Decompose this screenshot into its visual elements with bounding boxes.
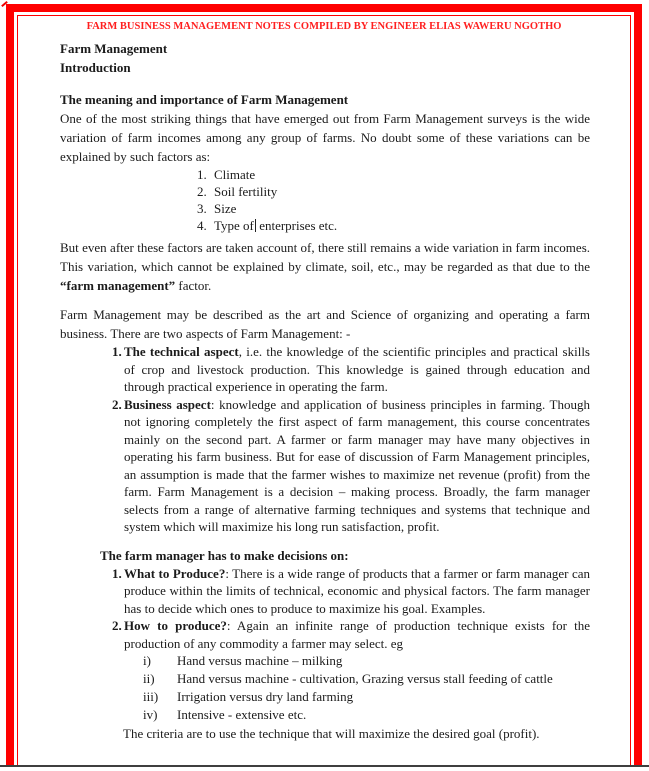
list-text: Soil fertility — [214, 184, 278, 199]
document-content — [60, 39, 590, 743]
paragraph-variation — [60, 238, 590, 295]
list-marker: 4. — [197, 218, 207, 233]
list-text: Size — [214, 201, 237, 216]
aspect-rest: : knowledge and application of business principles in farming. Though not ignoring completely the first aspect of farm management, this course concentrates mainly on the second part. A farmer or farm manager may have many objectives in operating his farm business. But for ease of discussion of Farm Management principles, an assumption is made that the farmer wishes to maximize net revenue (profit) from the farm. Farm Management is a decision – making process. Broadly, the farm manager selects from a range of alternative farming techniques and systems that technique and system which will maximize his long run satisfaction, profit. — [124, 396, 590, 534]
list-text: Hand versus machine - cultivation, Grazing versus stall feeding of cattle — [177, 671, 553, 686]
list-marker: 1. — [112, 344, 122, 359]
list-text: Intensive - extensive etc. — [177, 707, 307, 722]
decision-lead: What to Produce? — [124, 565, 226, 581]
aspect-rest: , i.e. the knowledge of the scientific principles and practical skills of crop and livestock production. This knowledge is gained through education and through practical experience in operating the farm. — [124, 344, 590, 394]
doc-subtitle: Introduction — [60, 60, 131, 75]
list-item-type-of-enterprises — [197, 217, 590, 234]
variation-text-before: But even after these factors are taken account of, there still remains a wide variation in farm incomes. This variation, which cannot be explained by climate, soil, etc., may be regarded as that due to the — [60, 240, 590, 274]
list-text — [124, 565, 590, 618]
list-marker: i) — [143, 653, 151, 668]
list-text: Hand versus machine – milking — [177, 653, 343, 668]
section-heading-meaning: The meaning and importance of Farm Management — [60, 92, 349, 107]
list-item-technical-aspect — [112, 343, 590, 396]
list-marker: 1. — [112, 565, 122, 581]
aspect-lead: The technical aspect — [124, 344, 239, 359]
list-marker: 2. — [112, 396, 122, 412]
list-text: Irrigation versus dry land farming — [177, 689, 354, 704]
variation-bold-phrase: “farm management” — [60, 278, 176, 293]
variation-text-after: factor. — [175, 278, 212, 293]
paragraph-criteria: The criteria are to use the technique that will maximize the desired goal (profit). — [123, 726, 540, 741]
list-item-climate — [197, 166, 590, 183]
list-item-milking — [143, 652, 590, 670]
paragraph-surveys: One of the most striking things that have emerged out from Farm Management surveys is the wide variation of farm incomes among any group of farms. No doubt some of these variations can be explained by such factors as: — [60, 111, 590, 164]
decision-rest: : Again an infinite range of production technique exists for the production of any commodity a farmer may select. eg — [124, 618, 590, 651]
list-text: Climate — [214, 167, 256, 182]
doc-title: Farm Management — [60, 41, 168, 56]
text-after-cursor: enterprises etc. — [259, 218, 338, 233]
list-item-what-to-produce — [112, 565, 590, 618]
text-before-cursor: Type of — [214, 218, 254, 233]
list-item-size — [197, 200, 590, 217]
list-marker: 2. — [112, 618, 122, 633]
list-marker: 3. — [197, 201, 207, 216]
title-block — [60, 39, 590, 77]
aspects-list — [112, 343, 590, 536]
list-text — [124, 617, 590, 652]
text-cursor — [255, 219, 256, 232]
list-marker: 2. — [197, 184, 207, 199]
document-page[interactable] — [19, 17, 629, 769]
list-marker: iii) — [143, 689, 159, 704]
list-item-how-to-produce — [112, 617, 590, 652]
list-text — [124, 343, 590, 396]
document-header-banner: FARM BUSINESS MANAGEMENT NOTES COMPILED BY ENGINEER ELIAS WAWERU NGOTHO — [86, 21, 562, 32]
list-item-soil-fertility — [197, 183, 590, 200]
decisions-list — [112, 565, 590, 653]
techniques-list — [143, 652, 590, 724]
aspect-lead: Business aspect — [124, 396, 211, 412]
list-item-cultivation — [143, 670, 590, 688]
list-marker: iv) — [143, 707, 158, 722]
list-item-business-aspect — [112, 396, 590, 536]
list-text — [214, 217, 590, 234]
decision-rest: : There is a wide range of products that a farmer or farm manager can produce within the limits of technical, economic and physical factors. The farm manager has to decide which ones to produce to maximize his goal. Examples. — [124, 565, 590, 616]
list-marker: ii) — [143, 671, 155, 686]
list-item-intensive — [143, 706, 590, 724]
list-item-irrigation — [143, 688, 590, 706]
section-heading-decisions: The farm manager has to make decisions on: — [100, 547, 349, 563]
page-bottom-edge — [0, 765, 649, 767]
paragraph-definition: Farm Management may be described as the art and Science of organizing and operating a farm business. There are two aspects of Farm Management: - — [60, 307, 590, 341]
list-marker: 1. — [197, 167, 207, 182]
factors-list — [197, 166, 590, 234]
list-text — [124, 396, 590, 536]
decision-lead: How to produce? — [124, 618, 227, 633]
